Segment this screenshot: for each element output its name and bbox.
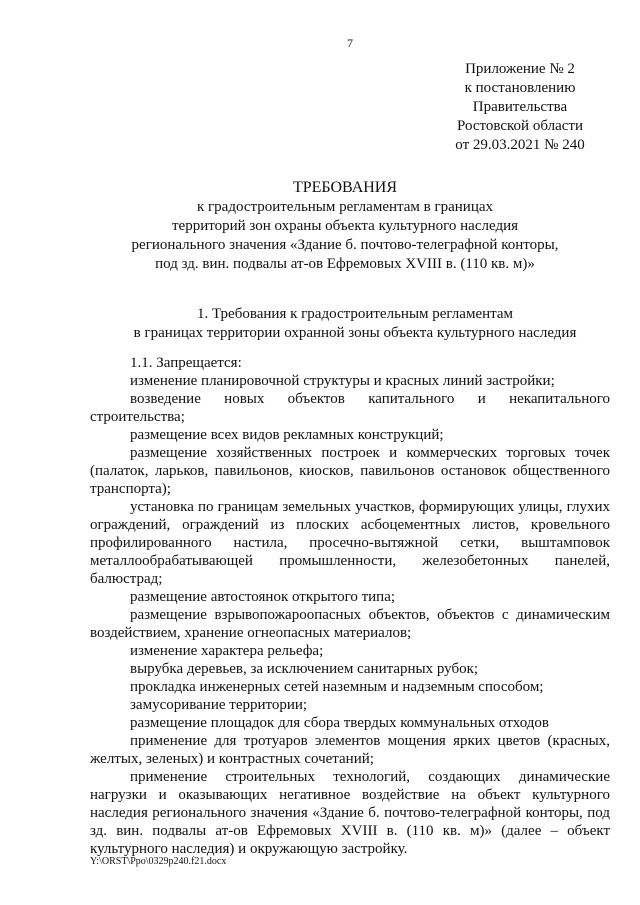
appendix-line: Правительства bbox=[472, 99, 568, 115]
list-item: замусоривание территории; bbox=[130, 697, 308, 713]
list-item: размещение хозяйственных построек и коммерческих торговых точек (палаток, ларьков, павильонов, киосков, павильонов остановок общественного транспорта); bbox=[90, 445, 610, 497]
title-line: к градостроительным регламентам в границах bbox=[196, 199, 494, 215]
list-item: вырубка деревьев, за исключением санитарных рубок; bbox=[130, 661, 479, 677]
section-heading bbox=[90, 305, 620, 343]
list-item: возведение новых объектов капитального и некапитального строительства; bbox=[90, 391, 610, 425]
title-line: под зд. вин. подвалы ат-ов Ефремовых XVIII в. (110 кв. м)» bbox=[155, 256, 535, 272]
list-item: прокладка инженерных сетей наземным и надземным способом; bbox=[130, 679, 544, 695]
document-title bbox=[90, 178, 600, 274]
list-item: размещение всех видов рекламных конструкций; bbox=[130, 427, 444, 443]
section-line: 1. Требования к градостроительным регламентам bbox=[196, 306, 514, 322]
appendix-line: Приложение № 2 bbox=[465, 61, 575, 77]
title-line: территорий зон охраны объекта культурного наследия bbox=[172, 218, 518, 234]
list-item: размещение взрывопожароопасных объектов, объектов с динамическим воздействием, хранение огнеопасных материалов; bbox=[90, 607, 610, 641]
file-path-footer: Y:\ORST\Ppo\0329p240.f21.docx bbox=[90, 856, 227, 867]
appendix-line: Ростовской области bbox=[457, 118, 583, 134]
list-item: размещение площадок для сбора твердых коммунальных отходов bbox=[130, 715, 549, 731]
title-line: регионального значения «Здание б. почтово-телеграфной конторы, bbox=[131, 237, 559, 253]
appendix-block bbox=[420, 60, 620, 155]
page-number: 7 bbox=[347, 36, 353, 50]
subsection-heading: 1.1. Запрещается: bbox=[130, 355, 242, 371]
list-item: применение строительных технологий, создающих динамические нагрузки и оказывающих негативное воздействие на объект культурного наследия регионального значения «Здание б. почтово-телеграфной конторы, под зд. вин. подвалы ат-ов Ефремовых XVIII в. (110 кв. м)» (далее – объект культурного наследия) и окружающую застройку. bbox=[90, 769, 610, 857]
appendix-line: от 29.03.2021 № 240 bbox=[455, 137, 585, 153]
list-item: применение для тротуаров элементов мощения ярких цветов (красных, желтых, зеленых) и контрастных сочетаний; bbox=[90, 733, 610, 767]
list-item: размещение автостоянок открытого типа; bbox=[130, 589, 396, 605]
title-heading: ТРЕБОВАНИЯ bbox=[292, 179, 398, 196]
appendix-line: к постановлению bbox=[464, 80, 576, 96]
list-item: изменение планировочной структуры и красных линий застройки; bbox=[130, 373, 555, 389]
list-item: изменение характера рельефа; bbox=[130, 643, 324, 659]
section-line: в границах территории охранной зоны объекта культурного наследия bbox=[133, 325, 577, 341]
list-item: установка по границам земельных участков, формирующих улицы, глухих ограждений, ограждений из плоских асбоцементных листов, кровельного профилированного настила, просечно-вытяжной сетки, выштамповок металлообрабатывающей промышленности, железобетонных панелей, балюстрад; bbox=[90, 499, 610, 587]
requirements-list bbox=[90, 354, 610, 858]
